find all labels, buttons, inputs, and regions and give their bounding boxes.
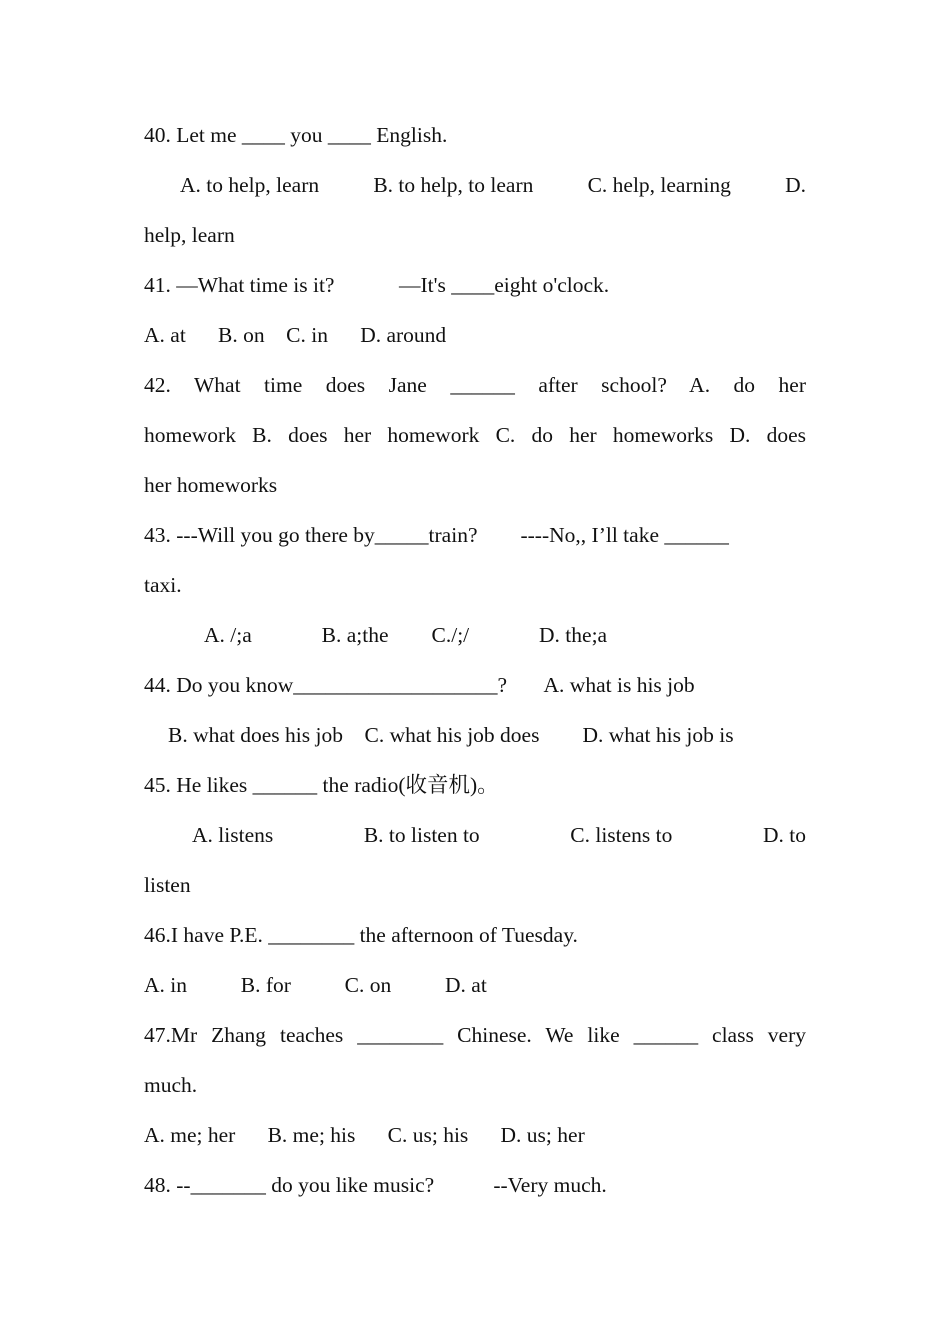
option-b: B. to listen to <box>363 823 480 847</box>
question-41-stem: 41. —What time is it? —It's ____eight o'clock. <box>144 273 610 297</box>
question-44-options: B. what does his job C. what his job does D. what his job is <box>168 723 734 747</box>
question-46-options: A. in B. for C. on D. at <box>144 973 487 997</box>
option-b: B. to help, to learn <box>373 173 534 197</box>
question-40-stem: 40. Let me ____ you ____ English. <box>144 123 448 147</box>
option-c: C. help, learning <box>587 173 731 197</box>
question-40-options <box>180 170 806 200</box>
question-46-stem: 46.I have P.E. ________ the afternoon of Tuesday. <box>144 923 578 947</box>
question-48-stem: 48. --_______ do you like music? --Very much. <box>144 1173 607 1197</box>
question-42-stem: 42. What time does Jane ______ after school? A. do her <box>144 373 806 397</box>
question-47-options: A. me; her B. me; his C. us; his D. us; her <box>144 1123 585 1147</box>
question-45-stem: 45. He likes ______ the radio(收音机)。 <box>144 773 499 797</box>
question-42-options: homework B. does her homework C. do her homeworks D. does <box>144 423 806 447</box>
question-45-options-continued: listen <box>144 873 191 897</box>
option-d-start: D. to <box>762 823 806 847</box>
question-45-options <box>192 820 806 850</box>
option-a: A. listens <box>192 823 274 847</box>
option-d-start: D. <box>785 173 806 197</box>
option-a: A. to help, learn <box>180 173 320 197</box>
question-47-stem: 47.Mr Zhang teaches ________ Chinese. We like ______ class very <box>144 1023 806 1047</box>
question-40-options-continued: help, learn <box>144 223 235 247</box>
option-c: C. listens to <box>570 823 673 847</box>
question-41-options: A. at B. on C. in D. around <box>144 323 447 347</box>
question-42-options-continued: her homeworks <box>144 473 278 497</box>
question-47-stem-continued: much. <box>144 1073 198 1097</box>
question-43-options: A. /;a B. a;the C./;/ D. the;a <box>204 623 608 647</box>
question-44-stem: 44. Do you know___________________? A. what is his job <box>144 673 695 697</box>
question-43-stem-continued: taxi. <box>144 573 182 597</box>
question-43-stem: 43. ---Will you go there by_____train? ----No,, I’ll take ______ <box>144 523 729 547</box>
